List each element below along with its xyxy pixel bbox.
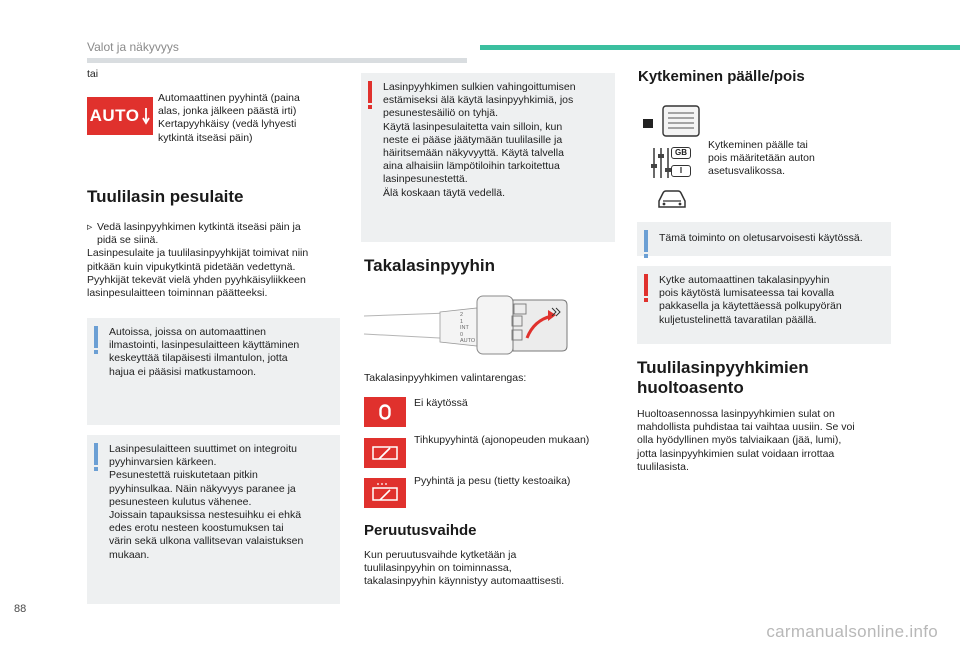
section-title: Valot ja näkyvyys: [87, 40, 179, 54]
header-divider: [87, 58, 467, 63]
info-icon: [94, 443, 98, 465]
rear-wiper-heading: Takalasinpyyhin: [364, 256, 496, 275]
reverse-gear-heading: Peruutusvaihde: [364, 522, 477, 539]
header-accent-bar: [480, 45, 960, 50]
car-icon: [655, 187, 689, 211]
service-position-text: Huoltoasennossa lasinpyyhkimien sulat on mahdollista puhdistaa tai vaihtaa uusiin. Se voi olla hyödyllinen myös talviaikaan (jää, lumi), jotta lasinpyyhkimien sulat voidaan irrottaa tuulilasista.: [637, 408, 855, 473]
tai-text: tai: [87, 68, 99, 80]
off-icon: [364, 397, 406, 427]
language-gb-icon: GB: [671, 147, 691, 159]
switch-on-off-heading: Kytkeminen päälle/pois: [638, 68, 805, 85]
service-position-heading: Tuulilasinpyyhkimien huoltoasento: [637, 358, 809, 397]
switch-description: Kytkeminen päälle tai pois määritetään auton asetusvalikossa.: [708, 139, 815, 178]
info-icon: [644, 230, 648, 252]
watermark: carmanualsonline.info: [766, 622, 938, 641]
warning-icon: [368, 81, 372, 103]
warning-box-washer-fluid: Lasinpyyhkimen sulkien vahingoittumisen estämiseksi älä käytä lasinpyyhkimiä, jos pesunestesäiliö on tyhjä. Käytä lasinpesulaitetta vain silloin, kun neste ei pääse jäätymään tuulilasille ja häiritsemään näkyvyyttä. Käytä talvella aina alhaisiin lämpötiloihin tarkoitettua lasinpesunestettä. Älä koskaan täytä vedellä.: [361, 73, 615, 242]
info-icon: [94, 326, 98, 348]
warning-box-snow: Kytke automaattinen takalasinpyyhin pois käytöstä lumisateessa tai kovalla pakkasella ja käytettäessä polkupyörän kuljetustelinettä tavaratilan päällä.: [637, 266, 891, 344]
intermittent-wiper-icon: [364, 438, 406, 468]
auto-icon-label: AUTO: [89, 106, 140, 125]
washer-text: ▹ Vedä lasinpyyhkimen kytkintä itseäsi päin ja pidä se siinä. Lasinpesulaite ja tuulilasinpyyhkijät toimivat niin pitkään kuin vipukytkintä pidetään vedettynä. Pyyhkijät tekevät vielä yhden pyyhkäisyliikkeen lasinpesulaitteen toiminnan päätteeksi.: [87, 221, 309, 300]
info-box-default: Tämä toiminto on oletusarvoisesti käytössä.: [637, 222, 891, 256]
option-wipe-wash-label: Pyyhintä ja pesu (tietty kestoaika): [414, 475, 571, 487]
washer-heading: Tuulilasin pesulaite: [87, 187, 244, 206]
page-number: 88: [14, 603, 27, 615]
auto-wiper-icon: [87, 97, 153, 135]
warning-icon: [644, 274, 648, 296]
stalk-positions: 2 1 INT 0 AUTO: [460, 312, 476, 344]
bullet-arrow-icon: ▹: [87, 221, 93, 233]
auto-wiper-description: Automaattinen pyyhintä (paina alas, jonka jälkeen päästä irti) Kertapyyhkäisy (vedä lyhyesti kytkintä itseäsi päin): [158, 92, 300, 144]
info-box-air-conditioning: Autoissa, joissa on automaattinen ilmastointi, lasinpesulaitteen käyttäminen keskeyttää tilapäisesti ilmantulon, jotta hajua ei pääsisi matkustamoon.: [87, 318, 340, 425]
option-off-label: Ei käytössä: [414, 397, 468, 409]
rear-selector-label: Takalasinpyyhkimen valintarengas:: [364, 372, 527, 384]
wipe-wash-icon: [364, 478, 406, 508]
screen-menu-icon: [641, 103, 701, 139]
option-intermittent-label: Tihkupyyhintä (ajonopeuden mukaan): [414, 434, 590, 446]
info-i-icon: I: [671, 165, 691, 177]
info-box-nozzles: Lasinpesulaitteen suuttimet on integroitu pyyhinvarsien kärkeen. Pesunestettä ruiskutetaan pitkin pyyhinsulkaa. Näin näkyvyys paranee ja pesunesteen kulutus vähenee. Joissain tapauksissa nestesuihku ei ehkä edes erotu nesteen koostumuksen tai värin sekä ulkona vallitsevan valaistuksen mukaan.: [87, 435, 340, 604]
reverse-gear-text: Kun peruutusvaihde kytketään ja tuulilasinpyyhin on toiminnassa, takalasinpyyhin käynnistyy automaattisesti.: [364, 549, 565, 588]
